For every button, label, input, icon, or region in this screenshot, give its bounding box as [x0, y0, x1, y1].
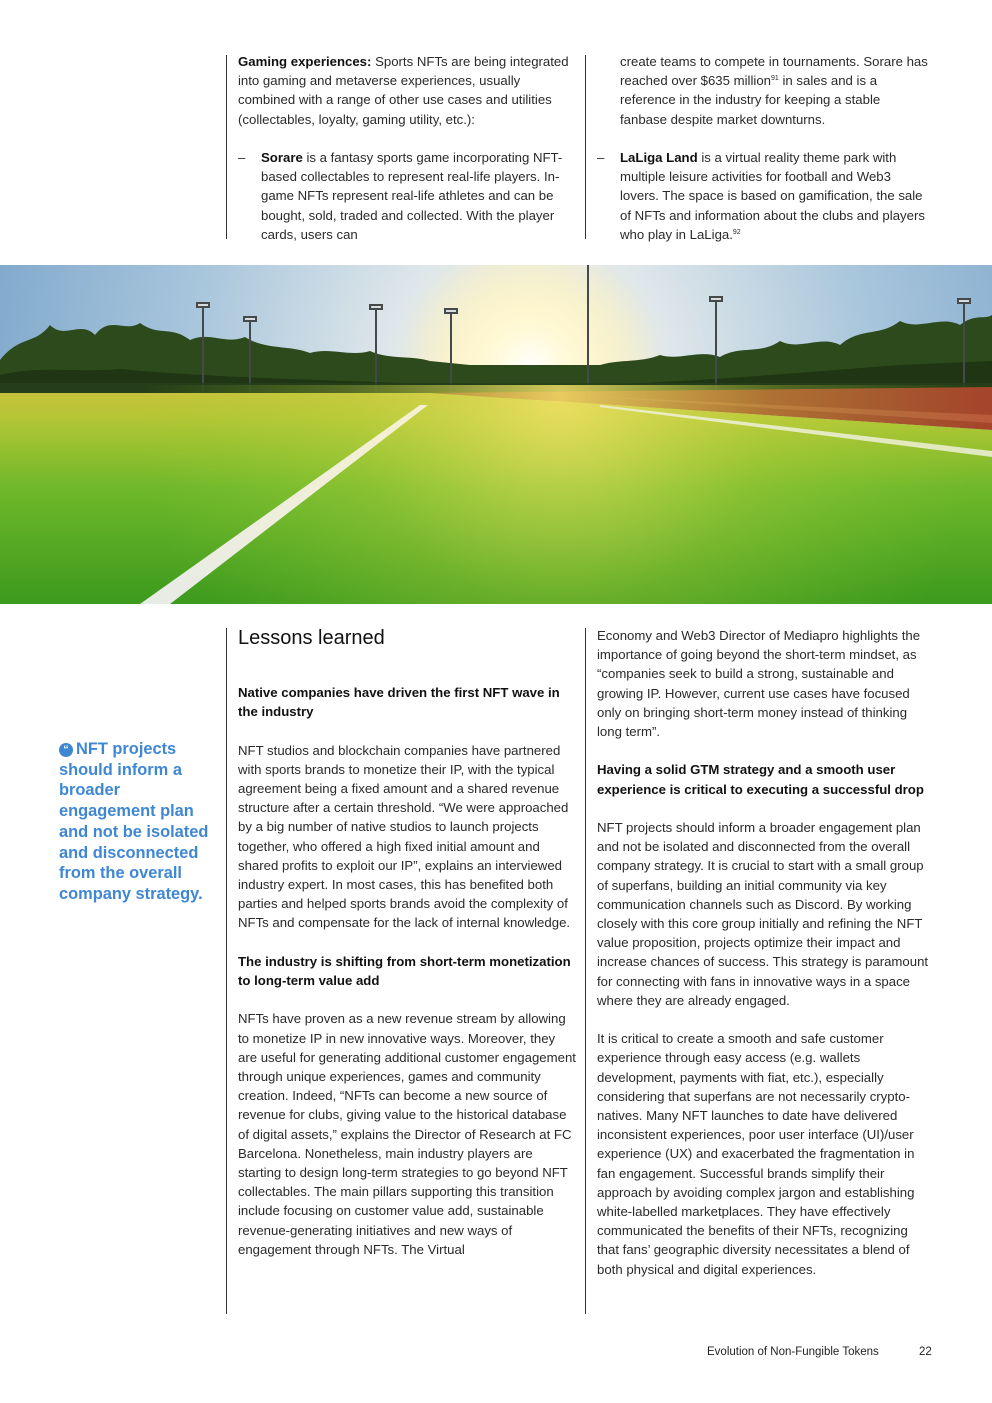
- paragraph-industry-shift: NFTs have proven as a new revenue stream by allowing to monetize IP in new innovative ways. Moreover, they are useful for generating additional customer engagement through unique experiences, games and community creation. Indeed, “NFTs can become a new source of revenue for clubs, giving value to the historical database of digital assets,” explains the Director of Research at FC Barcelona. Nonetheless, main industry players are starting to design long-term strategies to go beyond NFT collectables. The main pillars supporting this transition include focusing on customer value add, sustainable revenue-generating initiatives and new ways of engagement through NFTs. The Virtual: [238, 1011, 576, 1257]
- pull-quote-text: NFT projects should inform a broader engagement plan and not be isolated and disconnected from the overall company strategy.: [59, 740, 209, 903]
- column-rule-left-bottom: [226, 628, 227, 1314]
- column-rule-right-bottom: [585, 628, 586, 1314]
- footnote-ref: 91: [771, 75, 779, 83]
- gaming-paragraph: Gaming experiences: Sports NFTs are being integrated into gaming and metaverse experiences, usually combined with a range of other use cases and utilities (collectables, loyalty, gaming utility, etc.):: [238, 54, 569, 127]
- subheading-native-companies: Native companies have driven the first NFT wave in the industry: [238, 685, 560, 720]
- footnote-ref: 92: [732, 228, 741, 236]
- column-rule-left-top: [226, 55, 227, 239]
- subheading-gtm-strategy: Having a solid GTM strategy and a smooth user experience is critical to executing a successful drop: [597, 762, 924, 797]
- section-title: Lessons learned: [238, 627, 385, 649]
- pull-quote: [59, 739, 219, 905]
- football-field-photo: [0, 265, 992, 604]
- top-left-column: [238, 52, 576, 244]
- top-right-column: [597, 52, 930, 244]
- subheading-industry-shift: The industry is shifting from short-term monetization to long-term value add: [238, 953, 571, 989]
- page-number: 22: [919, 1346, 932, 1358]
- lessons-right-column: [597, 626, 933, 1279]
- laliga-bullet: – LaLiga Land is a virtual reality theme park with multiple leisure activities for football and Web3 lovers. The space is based on gamification, the sale of NFTs and information about the clubs and players who play in LaLiga.$^{92}$: [597, 150, 925, 242]
- paragraph-engagement-plan: NFT projects should inform a broader engagement plan and not be isolated and disconnected from the overall company strategy. It is crucial to start with a small group of superfans, building an initial community via key communication channels such as Discord. By working closely with this core group initially and refining the NFT value proposition, projects optimize their impact and increase chances of success. This strategy is paramount for connecting with fans in innovative ways in a space where they are already engaged.: [597, 820, 929, 1008]
- quote-icon: “: [59, 743, 73, 757]
- lessons-left-column: [238, 626, 576, 1259]
- sorare-bullet-continued: create teams to compete in tournaments. Sorare has reached over $635 million$^{91}$ in sales and is a reference in the industry for keeping a stable fanbase despite market downturns.: [620, 54, 928, 127]
- footer-title: Evolution of Non-Fungible Tokens: [707, 1346, 879, 1358]
- paragraph-native-companies: NFT studios and blockchain companies have partnered with sports brands to monetize their IP, with the typical agreement being a fixed amount and a shared revenue structure after a certain threshold. “We were approached by a big number of native studios to launch projects together, who offered a high fixed initial amount and shared profits to exploit our IP”, explains an interviewed industry expert. In most cases, this has benefited both parties and helped sports brands avoid the complexity of NFTs and compensate for the lack of internal knowledge.: [238, 742, 571, 931]
- paragraph-customer-experience: It is critical to create a smooth and safe customer experience through easy access (e.g. wallets development, payments with fiat, etc.), especially considering that superfans are not necessarily crypto-natives. Many NFT launches to date have delivered inconsistent experiences, poor user interface (UI)/user experience (UX) and exacerbated the fragmentation in fan engagement. Successful brands simplify their approach by avoiding complex jargon and establishing white-labelled marketplaces. They have effectively communicated the benefits of their NFTs, recognizing that fans’ geographic diversity necessitates a blend of both physical and digital experiences.: [597, 1031, 915, 1277]
- column-rule-right-top: [585, 55, 586, 239]
- paragraph-mediapro: Economy and Web3 Director of Mediapro highlights the importance of going beyond the short-term mindset, as “companies seek to build a strong, sustainable and growing IP. However, current use cases have focused only on bringing short-term money instead of thinking long term”.: [597, 628, 921, 740]
- sorare-bullet: – Sorare is a fantasy sports game incorporating NFT-based collectables to represent real-life players. In-game NFTs represent real-life athletes and can be bought, sold, traded and collected. With the player cards, users can: [238, 150, 563, 242]
